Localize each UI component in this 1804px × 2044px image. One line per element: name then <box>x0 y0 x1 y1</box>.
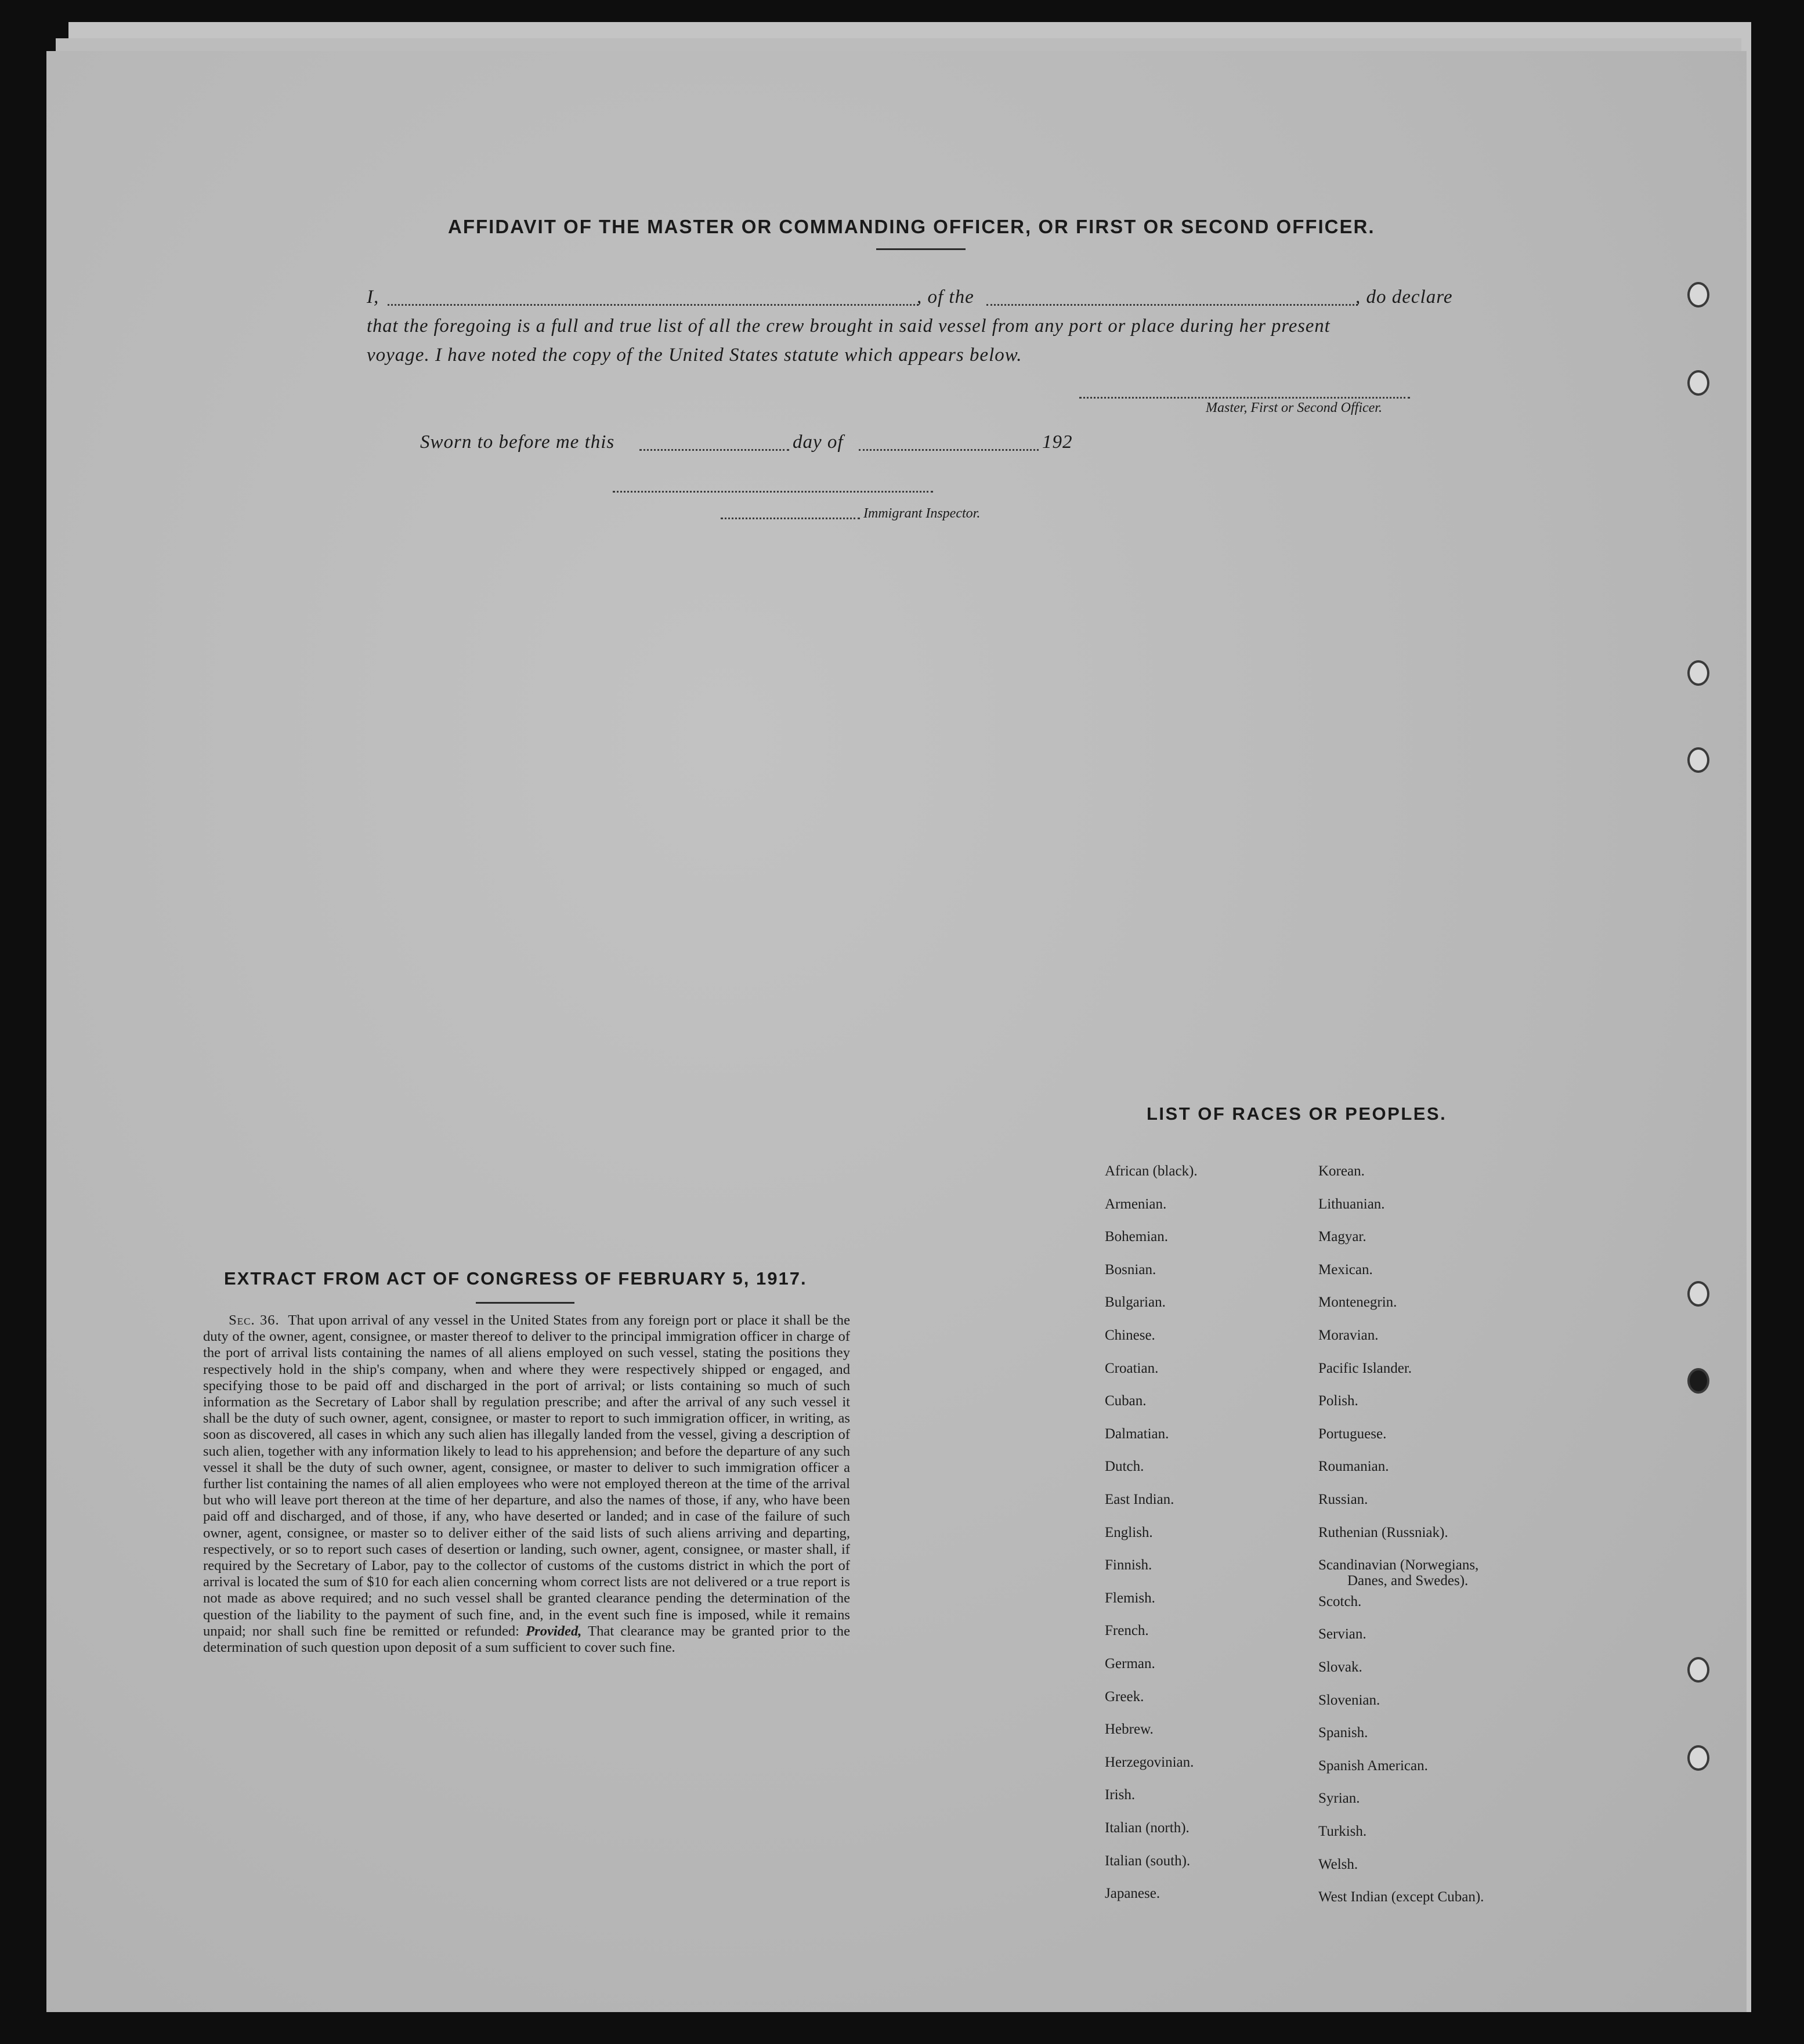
race-item: Armenian. <box>1105 1196 1167 1212</box>
act-section-36 <box>203 1312 850 1656</box>
race-item: Greek. <box>1105 1688 1144 1705</box>
race-item: Ruthenian (Russniak). <box>1318 1524 1448 1540</box>
act-text-part2: That clearance may be granted prior to the determination of such question upon deposit of a sum sufficient to cover such fine. <box>203 1623 850 1656</box>
affidavit-title: AFFIDAVIT OF THE MASTER OR COMMANDING OFFICER, OR FIRST OR SECOND OFFICER. <box>448 216 1375 237</box>
race-item: West Indian (except Cuban). <box>1318 1889 1484 1905</box>
race-item: Lithuanian. <box>1318 1196 1385 1212</box>
race-item: Slovak. <box>1318 1659 1362 1675</box>
race-item: German. <box>1105 1656 1155 1672</box>
act-provided: Provided, <box>526 1623 582 1639</box>
affidavit-line1-of-the: , of the <box>917 287 974 307</box>
inspector-caption: Immigrant Inspector. <box>863 506 981 521</box>
race-item: Portuguese. <box>1318 1426 1387 1442</box>
act-text-part1: That upon arrival of any vessel in the United States from any foreign port or place it shall be the duty of the owner, agent, consignee, or master thereof to deliver to the principal immigration officer in charge of the port of arrival lists containing the names of all aliens employed on such vessel, stating the positions they respectively hold in the ship's company, when and where they were respectively shipped or engaged, and specifying those to be paid off and discharged in the port of arrival; or lists containing so much of such information as the Secretary of Labor shall by regulation prescribe; and after the arrival of any such vessel it shall be the duty of such owner, agent, consignee, or master to report to such immigration officer, in writing, as soon as discovered, all cases in which any such alien has illegally landed from the vessel, giving a description of such alien, together with any information likely to lead to his apprehension; and before the departure of any such vessel it shall be the duty of such owner, agent, consignee, or master to deliver to such immigration officer a further list containing the names of all alien employees who were not employed thereon at the time of the arrival but who will leave port thereon at the time of her departure, and also the names of those, if any, who have been paid off and discharged, and of those, if any, who have deserted or landed; and in case of the failure of such owner, agent, consignee, or master so to deliver either of the said lists of such aliens arriving and departing, respectively, or so to report such cases of desertion or landing, such owner, agent, consignee, or master shall, if required by the Secretary of Labor, pay to the collector of customs of the customs district in which the port of arrival is located the sum of $10 for each alien concerning whom correct lists are not delivered or a true report is not made as above required; and no such vessel shall be granted clearance pending the determination of the question of the liability to the payment of such fine, and, in the event such fine is imposed, while it remains unpaid; nor shall such fine be remitted or refunded: <box>203 1312 850 1639</box>
race-item: Italian (south). <box>1105 1853 1191 1869</box>
race-item: Scandinavian (Norwegians, <box>1318 1557 1479 1573</box>
race-item: English. <box>1105 1524 1153 1540</box>
race-item: Scotch. <box>1318 1593 1362 1609</box>
act-title: EXTRACT FROM ACT OF CONGRESS OF FEBRUARY 5, 1917. <box>224 1268 807 1289</box>
race-item: Mexican. <box>1318 1261 1373 1278</box>
race-item: Moravian. <box>1318 1327 1379 1343</box>
race-item: Magyar. <box>1318 1229 1366 1245</box>
race-item: Bosnian. <box>1105 1261 1156 1278</box>
race-item: Spanish. <box>1318 1725 1368 1741</box>
affidavit-line1-declare: , do declare <box>1355 287 1453 307</box>
act-section-label: Sec. 36. <box>229 1312 280 1328</box>
binding-hole <box>1687 747 1709 773</box>
race-item: Montenegrin. <box>1318 1294 1397 1311</box>
race-item: Finnish. <box>1105 1557 1152 1573</box>
race-item: Croatian. <box>1105 1360 1159 1376</box>
race-item: Bulgarian. <box>1105 1294 1166 1311</box>
race-item: Dalmatian. <box>1105 1426 1169 1442</box>
race-item: Welsh. <box>1318 1856 1358 1872</box>
binding-hole <box>1687 1281 1709 1307</box>
race-item: Korean. <box>1318 1163 1365 1179</box>
race-item: Chinese. <box>1105 1327 1155 1343</box>
affidavit-line2: that the foregoing is a full and true list of all the crew brought in said vessel from any port or place during her present <box>367 316 1331 337</box>
affidavit-title-underline <box>876 248 966 250</box>
race-item: East Indian. <box>1105 1492 1174 1507</box>
master-name-field[interactable] <box>388 304 919 306</box>
binding-hole <box>1687 282 1709 307</box>
race-item: Italian (north). <box>1105 1820 1190 1836</box>
binding-hole <box>1687 370 1709 396</box>
inspector-signature-field-upper[interactable] <box>613 491 933 493</box>
affidavit-line1-i: I, <box>367 287 379 307</box>
sworn-month-field[interactable] <box>859 449 1039 451</box>
race-item: Russian. <box>1318 1492 1368 1507</box>
binding-hole <box>1687 660 1709 686</box>
race-item: Hebrew. <box>1105 1721 1154 1738</box>
binding-hole <box>1687 1745 1709 1771</box>
race-item: Japanese. <box>1105 1886 1161 1902</box>
race-item: Servian. <box>1318 1626 1366 1643</box>
race-item: Cuban. <box>1105 1393 1147 1409</box>
race-item: Turkish. <box>1318 1824 1367 1839</box>
act-title-underline <box>476 1302 574 1304</box>
race-item: Herzegovinian. <box>1105 1754 1194 1770</box>
race-right-continuation: Danes, and Swedes). <box>1347 1573 1469 1589</box>
race-item: Flemish. <box>1105 1590 1155 1606</box>
race-item: Spanish American. <box>1318 1757 1428 1774</box>
binding-hole <box>1687 1657 1709 1683</box>
sworn-prefix: Sworn to before me this <box>420 432 615 453</box>
sworn-year: 192 <box>1042 432 1073 453</box>
officer-signature-caption: Master, First or Second Officer. <box>1206 400 1382 415</box>
race-item: Roumanian. <box>1318 1459 1389 1475</box>
sworn-day-field[interactable] <box>639 449 789 451</box>
race-item: Irish. <box>1105 1787 1136 1803</box>
race-item: Syrian. <box>1318 1790 1360 1807</box>
race-item: Polish. <box>1318 1393 1358 1409</box>
sworn-day-of: day of <box>793 432 844 453</box>
race-item: French. <box>1105 1623 1149 1639</box>
race-item: Slovenian. <box>1318 1692 1380 1708</box>
race-item: African (black). <box>1105 1163 1198 1179</box>
binding-hole <box>1687 1368 1709 1394</box>
officer-signature-field[interactable] <box>1079 397 1410 399</box>
affidavit-line3: voyage. I have noted the copy of the United States statute which appears below. <box>367 345 1022 366</box>
vessel-name-field[interactable] <box>986 304 1358 306</box>
race-item: Pacific Islander. <box>1318 1360 1412 1376</box>
race-item: Dutch. <box>1105 1459 1144 1475</box>
inspector-signature-field[interactable] <box>721 518 860 519</box>
race-item: Bohemian. <box>1105 1229 1169 1245</box>
races-title: LIST OF RACES OR PEOPLES. <box>1147 1104 1447 1124</box>
